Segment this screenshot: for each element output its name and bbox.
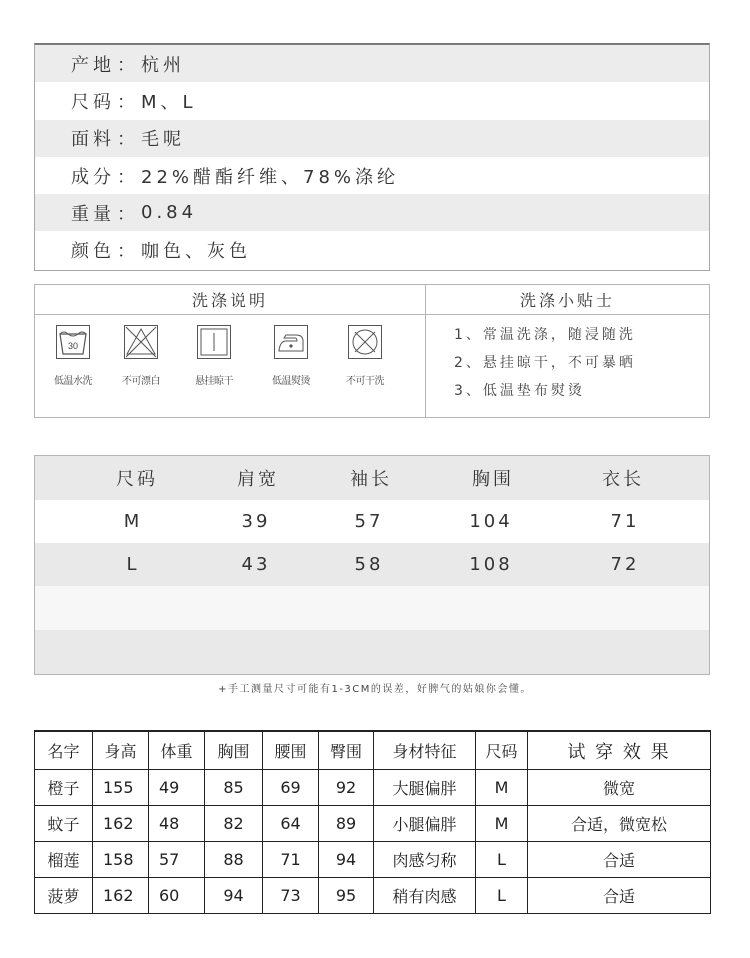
info-label: 成分 [71, 166, 115, 188]
fitting-row [35, 842, 711, 878]
size-empty-row [35, 586, 709, 630]
info-value: 杭州 [141, 54, 185, 76]
fitting-header-row [35, 731, 711, 770]
info-sep: ： [117, 241, 139, 263]
fitting-cell: 48 [149, 806, 205, 842]
icon-label: 不可漂白 [122, 376, 160, 387]
icon-label: 低温水洗 [54, 376, 92, 387]
fitting-cell: 大腿偏胖 [374, 770, 476, 806]
fitting-cell: 榴莲 [35, 842, 93, 878]
info-row-weight [35, 194, 709, 231]
size-cell: 57 [354, 511, 384, 532]
size-cell: 39 [241, 511, 271, 532]
info-value: 0.84 [141, 202, 198, 224]
fitting-cell: 85 [205, 770, 263, 806]
fitting-cell: 162 [93, 878, 149, 914]
size-header-cell: 胸围 [472, 469, 514, 490]
fitting-cell: 肉感匀称 [374, 842, 476, 878]
info-row-color [35, 231, 709, 268]
fitting-cell: 稍有肉感 [374, 878, 476, 914]
info-label: 重量 [71, 203, 115, 225]
icon-label: 悬挂晾干 [195, 376, 233, 387]
measurement-note: +手工测量尺寸可能有1-3CM的误差，好脾气的姑娘你会懂。 [218, 684, 532, 695]
info-row-origin [35, 45, 709, 82]
fitting-cell: 71 [263, 842, 319, 878]
fitting-cell: 菠萝 [35, 878, 93, 914]
size-row [35, 500, 709, 543]
info-sep: ： [117, 54, 139, 76]
fitting-cell: M [476, 806, 528, 842]
info-row-composition [35, 157, 709, 194]
fitting-row [35, 806, 711, 842]
fitting-cell: L [476, 878, 528, 914]
size-table [34, 455, 710, 675]
fitting-header-cell: 身材特征 [374, 731, 476, 770]
wash-instructions-title: 洗涤说明 [35, 285, 425, 315]
fitting-table [34, 730, 711, 914]
info-sep: ： [117, 129, 139, 151]
no-bleach-icon [124, 325, 158, 359]
info-label: 颜色 [71, 241, 115, 263]
fitting-cell: 158 [93, 842, 149, 878]
fitting-header-cell: 胸围 [205, 731, 263, 770]
fitting-cell: 49 [149, 770, 205, 806]
fitting-cell: L [476, 842, 528, 878]
fitting-cell: 73 [263, 878, 319, 914]
info-value: M、L [141, 91, 197, 113]
fitting-header-cell: 身高 [93, 731, 149, 770]
size-cell: 43 [241, 554, 271, 575]
fitting-header-cell: 腰围 [263, 731, 319, 770]
fitting-cell: M [476, 770, 528, 806]
size-header-cell: 肩宽 [237, 469, 279, 490]
low-iron-icon [274, 325, 308, 359]
wash-tip: 2、悬挂晾干，不可暴晒 [454, 355, 636, 371]
info-label: 面料 [71, 129, 115, 151]
info-sep: ： [117, 91, 139, 113]
info-value: 22%醋酯纤维、78%涤纶 [141, 166, 400, 188]
size-cell: 108 [469, 554, 513, 575]
fitting-cell: 95 [319, 878, 374, 914]
fitting-cell: 94 [205, 878, 263, 914]
fitting-cell: 162 [93, 806, 149, 842]
icon-label: 低温熨烫 [272, 376, 310, 387]
fitting-cell: 155 [93, 770, 149, 806]
product-info-panel [34, 43, 710, 271]
fitting-cell: 橙子 [35, 770, 93, 806]
info-row-size [35, 82, 709, 119]
wash-tips-title: 洗涤小贴士 [426, 285, 709, 315]
wash-icon-item [253, 325, 329, 387]
size-empty-row [35, 630, 709, 674]
fitting-cell: 微宽 [528, 770, 711, 806]
wash-instructions [35, 285, 426, 417]
fitting-cell: 合适，微宽松 [528, 806, 711, 842]
fitting-header-cell: 体重 [149, 731, 205, 770]
size-cell: 104 [469, 511, 513, 532]
info-row-fabric [35, 120, 709, 157]
icon-label: 不可干洗 [346, 376, 384, 387]
wash-icon-item [176, 325, 252, 387]
size-header-row [35, 456, 709, 500]
hang-dry-icon [197, 325, 231, 359]
size-header-cell: 衣长 [602, 469, 644, 490]
fitting-cell: 89 [319, 806, 374, 842]
fitting-cell: 82 [205, 806, 263, 842]
fitting-cell: 蚊子 [35, 806, 93, 842]
info-label: 尺码 [71, 91, 115, 113]
size-cell: 72 [610, 554, 640, 575]
fitting-row [35, 770, 711, 806]
info-sep: ： [117, 203, 139, 225]
fitting-cell: 60 [149, 878, 205, 914]
info-sep: ： [117, 166, 139, 188]
no-dry-clean-icon [348, 325, 382, 359]
wash-icon-item [103, 325, 179, 387]
size-cell: 71 [610, 511, 640, 532]
wash-temp-number: 30 [67, 341, 79, 351]
wash-panel [34, 284, 710, 418]
size-cell: M [123, 511, 143, 532]
fitting-cell: 合适 [528, 878, 711, 914]
fitting-header-cell: 名字 [35, 731, 93, 770]
fitting-cell: 合适 [528, 842, 711, 878]
wash-tip: 1、常温洗涤，随浸随洗 [454, 327, 636, 343]
fitting-cell: 94 [319, 842, 374, 878]
wash-icon-item [35, 325, 111, 387]
fitting-cell: 64 [263, 806, 319, 842]
info-label: 产地 [71, 54, 115, 76]
fitting-cell: 57 [149, 842, 205, 878]
fitting-cell: 小腿偏胖 [374, 806, 476, 842]
info-value: 毛呢 [141, 129, 185, 151]
fitting-header-cell: 试 穿 效 果 [528, 731, 711, 770]
fitting-header-cell: 臀围 [319, 731, 374, 770]
fitting-row [35, 878, 711, 914]
fitting-cell: 92 [319, 770, 374, 806]
fitting-header-cell: 尺码 [476, 731, 528, 770]
wash-tip: 3、低温垫布熨烫 [454, 383, 585, 399]
size-header-cell: 袖长 [350, 469, 392, 490]
info-value: 咖色、灰色 [141, 241, 251, 263]
fitting-cell: 88 [205, 842, 263, 878]
size-header-cell: 尺码 [116, 469, 158, 490]
fitting-cell: 69 [263, 770, 319, 806]
wash-tips [426, 285, 709, 417]
wash-30-icon [56, 325, 90, 359]
size-cell: 58 [354, 554, 384, 575]
wash-icon-item [327, 325, 403, 387]
size-row [35, 543, 709, 586]
size-cell: L [126, 554, 140, 575]
